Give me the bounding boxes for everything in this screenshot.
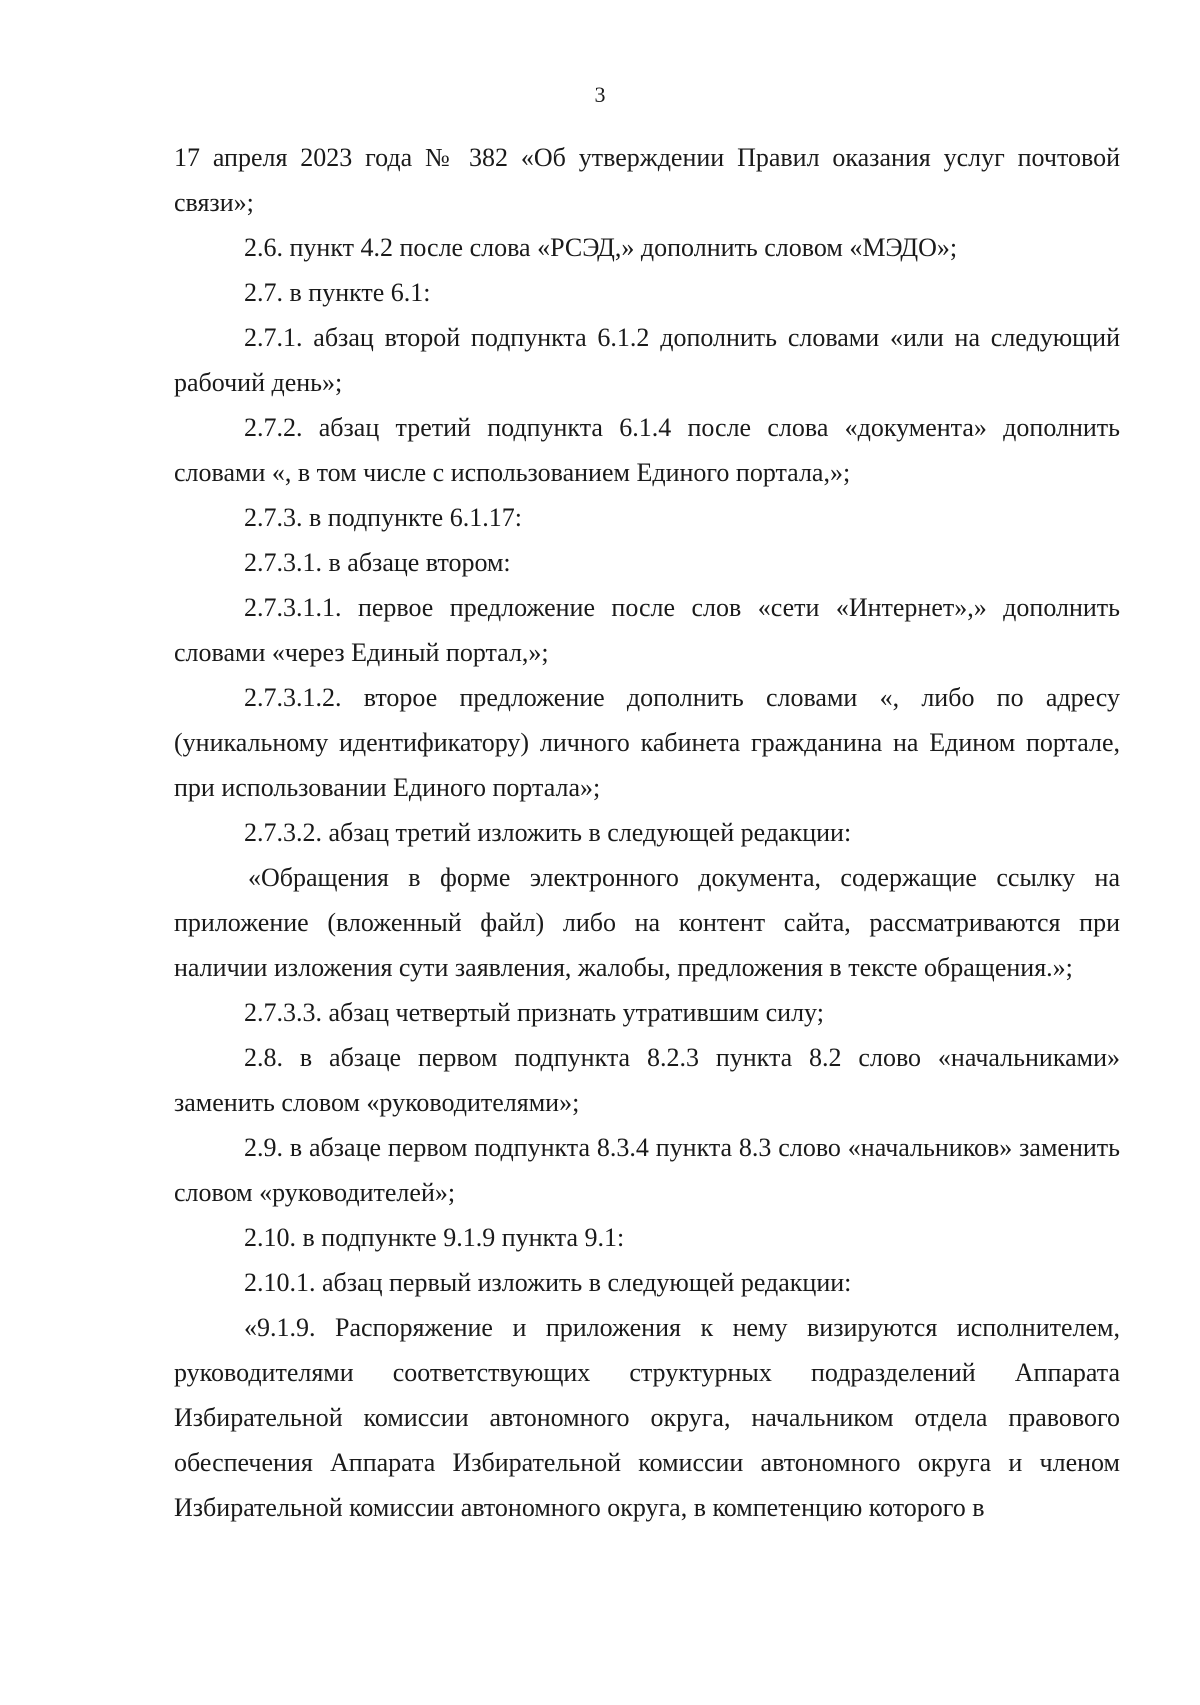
- paragraph-2-7-1: 2.7.1. абзац второй подпункта 6.1.2 дополнить словами «или на следующий рабочий день»;: [174, 323, 1120, 397]
- paragraph-2-7: 2.7. в пункте 6.1:: [244, 278, 431, 307]
- paragraph-2-7-2: 2.7.2. абзац третий подпункта 6.1.4 после слова «документа» дополнить словами «, в том числе с использованием Единого портала,»;: [174, 413, 1120, 487]
- paragraph-2-8: 2.8. в абзаце первом подпункта 8.2.3 пункта 8.2 слово «начальниками» заменить словом «руководителями»;: [174, 1043, 1120, 1117]
- paragraph-2-9: 2.9. в абзаце первом подпункта 8.3.4 пункта 8.3 слово «начальников» заменить словом «руководителей»;: [174, 1133, 1120, 1207]
- paragraph-2-7-3: 2.7.3. в подпункте 6.1.17:: [244, 503, 522, 532]
- paragraph-2-10: 2.10. в подпункте 9.1.9 пункта 9.1:: [244, 1223, 625, 1252]
- paragraph-2-7-3-1: 2.7.3.1. в абзаце втором:: [244, 548, 511, 577]
- paragraph-continuation: 17 апреля 2023 года № 382 «Об утверждении Правил оказания услуг почтовой связи»;: [174, 143, 1120, 217]
- page-number: 3: [594, 82, 606, 107]
- document-body: [174, 135, 1120, 1530]
- paragraph-2-6: 2.6. пункт 4.2 после слова «РСЭД,» дополнить словом «МЭДО»;: [244, 233, 958, 262]
- paragraph-2-10-1: 2.10.1. абзац первый изложить в следующей редакции:: [244, 1268, 852, 1297]
- paragraph-2-7-3-2: 2.7.3.2. абзац третий изложить в следующей редакции:: [244, 818, 852, 847]
- paragraph-quote-order: «9.1.9. Распоряжение и приложения к нему визируются исполнителем, руководителями соответствующих структурных подразделений Аппарата Избирательной комиссии автономного округа, начальником отдела правового обеспечения Аппарата Избирательной комиссии автономного округа и членом Избирательной комиссии автономного округа, в компетенцию которого в: [174, 1313, 1120, 1522]
- paragraph-2-7-3-1-1: 2.7.3.1.1. первое предложение после слов «сети «Интернет»,» дополнить словами «через Единый портал,»;: [174, 593, 1120, 667]
- paragraph-quote-appeals: «Обращения в форме электронного документа, содержащие ссылку на приложение (вложенный файл) либо на контент сайта, рассматриваются при наличии изложения сути заявления, жалобы, предложения в тексте обращения.»;: [174, 863, 1120, 982]
- paragraph-2-7-3-3: 2.7.3.3. абзац четвертый признать утратившим силу;: [244, 998, 824, 1027]
- paragraph-2-7-3-1-2: 2.7.3.1.2. второе предложение дополнить словами «, либо по адресу (уникальному идентификатору) личного кабинета гражданина на Едином портале, при использовании Единого портала»;: [174, 683, 1120, 802]
